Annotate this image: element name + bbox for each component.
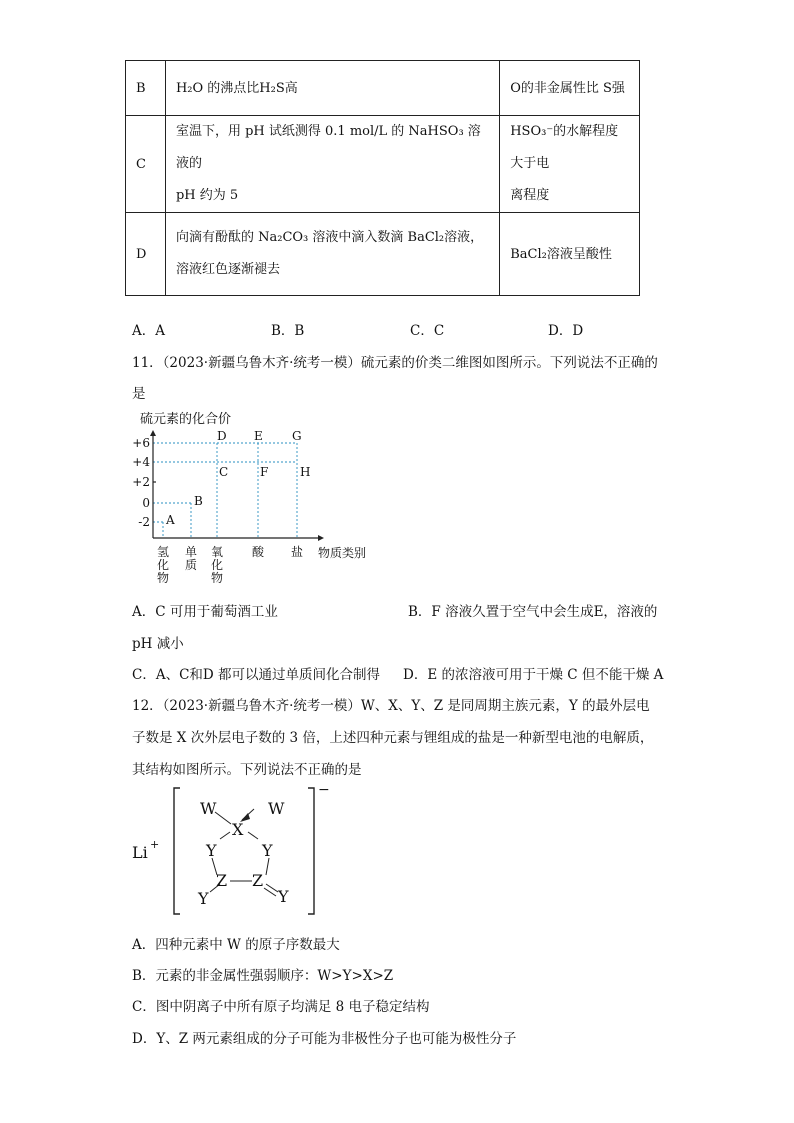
atom-w: W [268,799,285,818]
conclusion-cell: BaCl₂溶液呈酸性 [500,213,640,296]
atom-y: Y [262,841,273,860]
y-ticks [132,436,150,529]
q12-stem: 12．（2023·新疆乌鲁木齐·统考一模）W、X、Y、Z 是同周期主族元素，Y 的最外层电 [132,698,650,714]
q11-option-d[interactable]: D．E 的浓溶液可用于干燥 C 但不能干燥 A [403,667,664,683]
atom-y: Y [198,889,209,908]
conclusion-cell: O的非金属性比 S强 [500,61,640,116]
q10-option-d[interactable]: D．D [548,323,584,339]
atom-y: Y [278,887,289,906]
atom-z: Z [252,871,264,890]
x-cat: 质 [184,558,198,572]
lithium-cation: Li [132,843,148,862]
y-tick: 0 [142,496,150,510]
point-labels [165,429,310,527]
q12-option-c[interactable]: C．图中阴离子中所有原子均满足 8 电子稳定结构 [132,999,430,1015]
x-axis-arrow-icon [318,535,324,541]
atom-z: Z [216,871,228,890]
point-f: F [260,465,269,479]
y-axis-arrow-icon [150,430,156,436]
q11-stem-cont: 是 [132,386,146,402]
x-cat: 物 [156,571,170,585]
cation-charge: + [150,838,160,851]
row-label: B [126,61,166,116]
anion-charge: − [318,782,330,798]
y-tick: +2 [132,475,150,489]
atom-x: X [232,820,244,839]
x-categories [157,544,303,585]
anion-structure-diagram [130,780,350,925]
x-cat: 化 [210,558,224,572]
conclusion-cell: HSO₃⁻的水解程度大于电 离程度 [500,116,640,213]
point-a: A [166,513,175,527]
q10-option-b[interactable]: B．B [271,323,305,339]
point-d: D [217,429,227,443]
y-tick: +4 [132,455,150,469]
axes [153,434,320,538]
operation-cell: 室温下，用 pH 试纸测得 0.1 mol/L 的 NaHSO₃ 溶液的 pH 约为 5 [165,116,499,213]
q12-stem: 子数是 X 次外层电子数的 3 倍，上述四种元素与锂组成的盐是一种新型电池的电解质， [132,730,654,746]
atom-w: W [200,799,217,818]
q12-option-a[interactable]: A．四种元素中 W 的原子序数最大 [132,937,340,953]
q12-option-d[interactable]: D．Y、Z 两元素组成的分子可能为非极性分子也可能为极性分子 [132,1031,517,1047]
x-cat: 氢 [156,545,170,559]
row-label: C [126,116,166,213]
x-cat: 化 [156,558,170,572]
operation-cell: 向滴有酚酞的 Na₂CO₃ 溶液中滴入数滴 BaCl₂溶液， 溶液红色逐渐褪去 [165,213,499,296]
row-label: D [126,213,166,296]
point-c: C [219,465,229,479]
point-h: H [300,465,311,479]
q11-option-a[interactable]: A．C 可用于葡萄酒工业 [132,604,278,620]
x-cat: 氧 [210,545,224,559]
x-axis-label: 物质类别 [318,546,367,560]
right-bracket [308,788,314,914]
q11-option-b[interactable]: B．F 溶液久置于空气中会生成E，溶液的 [408,604,658,620]
q11-stem: 11．（2023·新疆乌鲁木齐·统考一模）硫元素的价类二维图如图所示。下列说法不正确的 [132,355,658,371]
point-g: G [292,429,302,443]
atom-y: Y [206,841,217,860]
operation-cell: H₂O 的沸点比H₂S高 [165,61,499,116]
y-tick: +6 [132,436,150,450]
left-bracket [174,788,180,914]
q11-option-c[interactable]: C．A、C和D 都可以通过单质间化合制得 [132,667,381,683]
q10-option-a[interactable]: A．A [132,323,165,339]
q12-stem: 其结构如图所示。下列说法不正确的是 [132,762,362,778]
point-e: E [254,429,263,443]
y-axis-label: 硫元素的化合价 [140,412,232,427]
x-cat: 单 [184,545,198,559]
x-cat: 酸 [251,545,265,559]
q11-option-b-cont: pH 减小 [132,636,184,652]
point-b: B [194,494,203,508]
q12-option-b[interactable]: B．元素的非金属性强弱顺序：W>Y>X>Z [132,968,394,984]
y-tick: -2 [138,515,150,529]
q10-option-c[interactable]: C．C [410,323,445,339]
x-cat: 盐 [290,545,304,559]
x-cat: 物 [210,571,224,585]
